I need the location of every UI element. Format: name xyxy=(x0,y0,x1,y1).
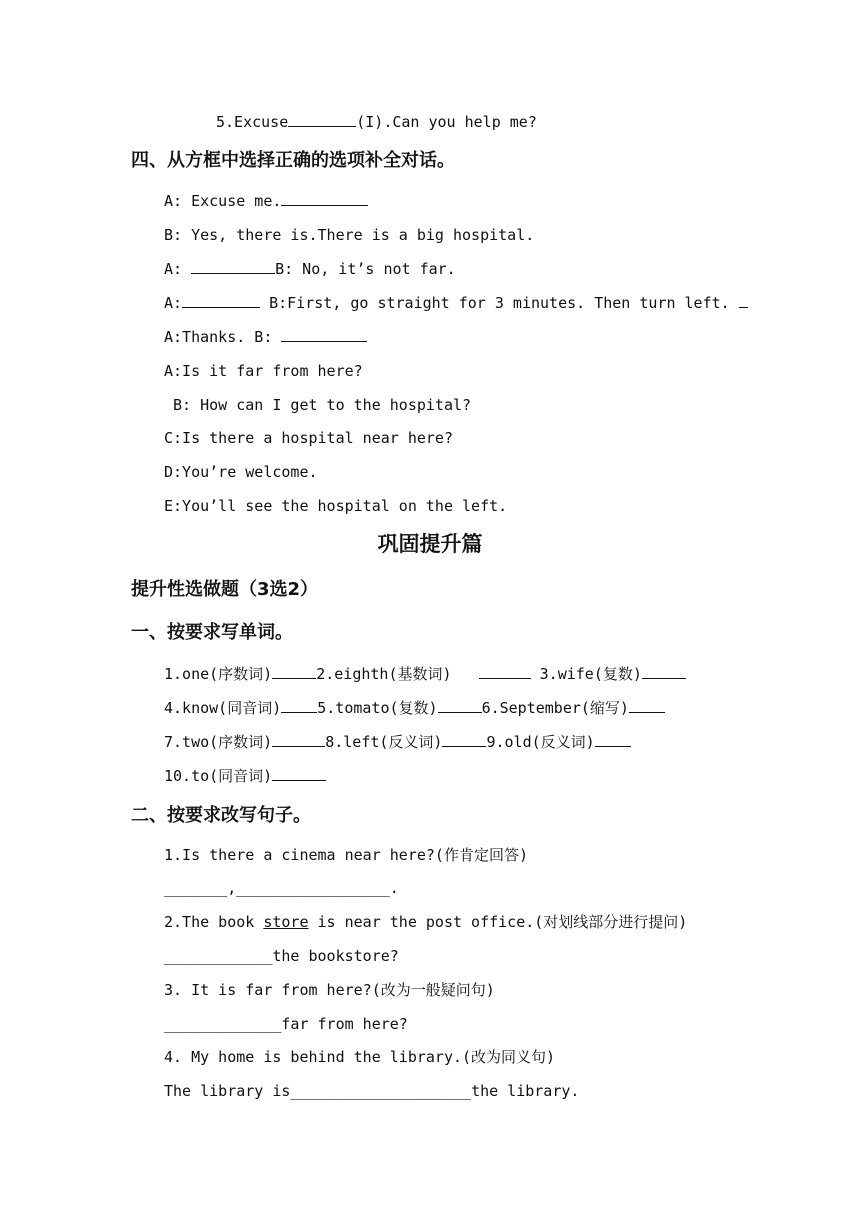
question-text: 5.Excuse xyxy=(216,113,289,131)
answer-blank[interactable] xyxy=(479,664,531,679)
dialogue-line xyxy=(164,259,456,279)
dialogue-text: A: xyxy=(164,260,192,278)
exercise-item: 9.old(反义词) xyxy=(486,733,595,751)
answer-blank[interactable] xyxy=(281,191,368,206)
dialogue-text: A: xyxy=(164,294,183,312)
option-item: A:Is it far from here? xyxy=(164,362,363,380)
answer-blank[interactable] xyxy=(642,664,686,679)
word-exercise-row xyxy=(164,698,665,718)
option-item: B: How can I get to the hospital? xyxy=(164,396,472,414)
section-heading: 二、按要求改写句子。 xyxy=(131,805,311,826)
top-question-line xyxy=(216,112,537,132)
answer-blank[interactable] xyxy=(272,732,325,747)
dialogue-line xyxy=(164,293,748,313)
dialogue-text: B: No, it’s not far. xyxy=(275,260,456,278)
answer-blank[interactable] xyxy=(272,766,326,781)
section-subtitle: 提升性选做题（3选2） xyxy=(131,579,319,600)
dialogue-line: B: Yes, there is.There is a big hospital. xyxy=(164,226,535,244)
rewrite-question: 3. It is far from here?(改为一般疑问句) xyxy=(164,981,495,999)
answer-line[interactable]: _______,_________________. xyxy=(164,879,399,897)
answer-line[interactable]: _____________far from here? xyxy=(164,1015,408,1033)
word-exercise-row xyxy=(164,732,631,752)
answer-blank[interactable] xyxy=(595,732,631,747)
exercise-item: 8.left(反义词) xyxy=(325,733,443,751)
answer-blank[interactable] xyxy=(272,664,316,679)
answer-blank[interactable] xyxy=(191,259,275,274)
answer-blank[interactable] xyxy=(442,732,486,747)
dialogue-text: A: Excuse me. xyxy=(164,192,282,210)
underlined-word: store xyxy=(263,913,309,931)
answer-line: The library is____________________the library. xyxy=(164,1082,580,1100)
exercise-item: 6.September(缩写) xyxy=(481,699,629,717)
answer-blank[interactable] xyxy=(288,112,356,127)
rewrite-question: 2.The book store is near the post office.(对划线部分进行提问) xyxy=(164,913,688,931)
answer-blank[interactable]: ____________________ xyxy=(290,1082,472,1100)
page-title: 巩固提升篇 xyxy=(377,532,483,556)
exercise-item: 7.two(序数词) xyxy=(164,733,273,751)
answer-blank[interactable] xyxy=(739,293,748,308)
rewrite-question: 1.Is there a cinema near here?(作肯定回答) xyxy=(164,846,528,864)
exercise-item: 2.eighth(基数词) xyxy=(316,665,452,683)
exercise-item: 10.to(同音词) xyxy=(164,767,273,785)
word-exercise-row xyxy=(164,664,686,684)
answer-blank[interactable] xyxy=(438,698,482,713)
exercise-item: 5.tomato(复数) xyxy=(317,699,438,717)
word-exercise-row xyxy=(164,766,326,786)
dialogue-text: B:First, go straight for 3 minutes. Then turn left. xyxy=(260,294,739,312)
option-item: C:Is there a hospital near here? xyxy=(164,429,453,447)
dialogue-line xyxy=(164,191,368,211)
option-item: E:You’ll see the hospital on the left. xyxy=(164,497,508,515)
section-heading: 四、从方框中选择正确的选项补全对话。 xyxy=(131,150,455,171)
answer-line[interactable]: ____________the bookstore? xyxy=(164,947,399,965)
answer-blank[interactable] xyxy=(182,293,260,308)
question-text: (I).Can you help me? xyxy=(356,113,537,131)
answer-blank[interactable] xyxy=(629,698,665,713)
option-item: D:You’re welcome. xyxy=(164,463,318,481)
exercise-item: 1.one(序数词) xyxy=(164,665,273,683)
exercise-item: 4.know(同音词) xyxy=(164,699,282,717)
rewrite-question: 4. My home is behind the library.(改为同义句) xyxy=(164,1048,556,1066)
exercise-item: 3.wife(复数) xyxy=(539,665,642,683)
dialogue-line xyxy=(164,327,367,347)
answer-blank[interactable] xyxy=(281,327,367,342)
section-heading: 一、按要求写单词。 xyxy=(131,622,293,643)
answer-blank[interactable] xyxy=(281,698,317,713)
dialogue-text: A:Thanks. B: xyxy=(164,328,282,346)
